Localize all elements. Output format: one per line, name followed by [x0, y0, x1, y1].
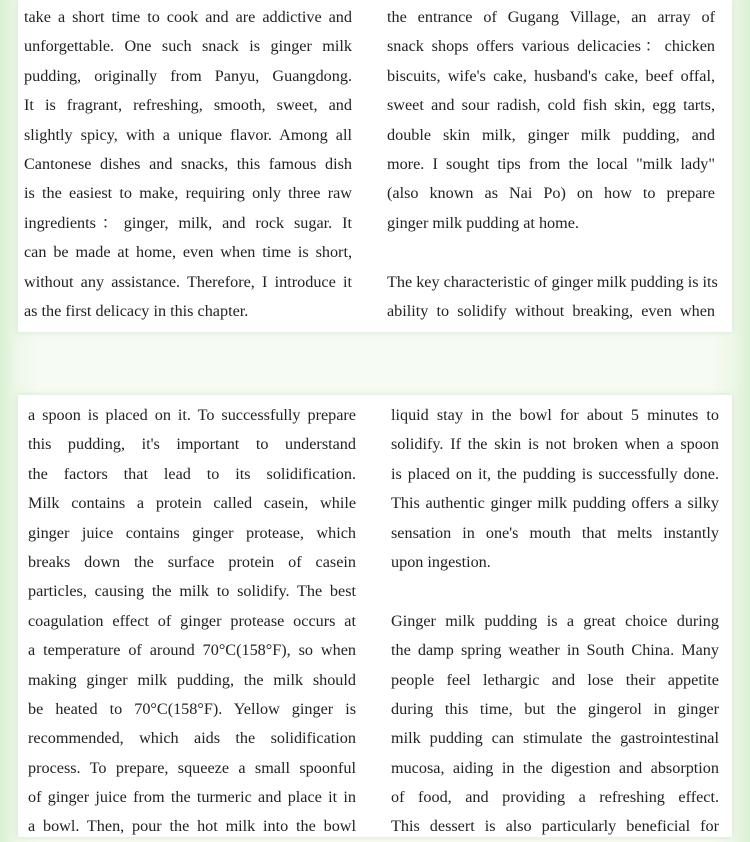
text-line: The key characteristic of ginger milk pudding is its	[387, 272, 718, 291]
paragraph	[391, 401, 719, 577]
text-line: the entrance of Gugang Village, an array of	[387, 8, 715, 26]
text-line: sweet and sour radish, cold fish skin, egg tarts,	[387, 96, 715, 115]
text-line: Milk contains a protein called casein, while	[28, 494, 356, 513]
text-line: snack shops offers various delicacies：chicken	[387, 37, 715, 56]
text-line: breaks down the surface protein of casein	[28, 552, 356, 571]
text-line: ginger juice contains ginger protease, which	[28, 523, 356, 542]
text-line: can be made at home, even when time is short,	[24, 243, 352, 262]
text-line: of food, and providing a refreshing effect.	[391, 788, 719, 807]
text-line: without any assistance. Therefore, I introduce it	[24, 272, 352, 291]
text-line: a bowl. Then, pour the hot milk into the bowl	[28, 817, 356, 836]
text-line: ingredients：ginger, milk, and rock sugar. It	[24, 213, 352, 232]
bottom-left-column	[28, 401, 356, 842]
text-line: of ginger juice from the turmeric and place it in	[28, 788, 356, 807]
text-line: a spoon is placed on it. To successfully prepare	[28, 406, 356, 424]
text-line: unforgettable. One such snack is ginger milk	[24, 37, 352, 56]
text-line: This dessert is also particularly beneficial for	[391, 817, 719, 836]
text-line: solidify. If the skin is not broken when a spoon	[391, 435, 719, 454]
text-line: milk pudding can stimulate the gastrointestinal	[391, 729, 719, 748]
paragraph-spacer	[387, 238, 715, 267]
text-line: this pudding, it's important to understand	[28, 435, 356, 454]
top-right-column	[387, 3, 718, 326]
top-left-column	[24, 3, 352, 326]
text-line: coagulation effect of ginger protease occurs at	[28, 611, 356, 630]
paragraph	[387, 3, 715, 238]
text-line: the damp spring weather in South China. Many	[391, 641, 719, 660]
text-line: process. To prepare, squeeze a small spoonful	[28, 758, 356, 777]
text-line: biscuits, wife's cake, husband's cake, beef offal,	[387, 66, 715, 85]
text-line: a temperature of around 70°C(158°F), so when	[28, 641, 356, 660]
text-line: as the first delicacy in this chapter.	[24, 301, 249, 320]
text-line: is the easiest to make, requiring only three raw	[24, 184, 352, 203]
text-line: (also known as Nai Po) on how to prepare	[387, 184, 715, 203]
bottom-text-panel	[18, 395, 732, 837]
text-line: be heated to 70°C(158°F). Yellow ginger is	[28, 699, 356, 718]
text-line: more. I sought tips from the local "milk lady"	[387, 154, 715, 173]
text-line: making ginger milk pudding, the milk should	[28, 670, 356, 689]
text-line: the factors that lead to its solidification.	[28, 464, 356, 483]
text-line: take a short time to cook and are addictive and	[24, 8, 352, 26]
text-line: ability to solidify without breaking, even when	[387, 301, 715, 320]
top-text-panel	[18, 0, 732, 332]
text-line: double skin milk, ginger milk pudding, and	[387, 125, 715, 144]
text-line: particles, causing the milk to solidify. The best	[28, 582, 356, 601]
paragraph	[24, 3, 352, 326]
text-line: It is fragrant, refreshing, smooth, sweet, and	[24, 96, 352, 115]
text-line: pudding, originally from Panyu, Guangdong.	[24, 66, 352, 85]
bottom-right-column	[391, 401, 719, 842]
text-line: ginger milk pudding at home.	[387, 213, 579, 232]
text-line: people feel lethargic and lose their appetite	[391, 670, 719, 689]
text-line: upon ingestion.	[391, 552, 491, 571]
text-line: during this time, but the gingerol in ginger	[391, 699, 719, 718]
text-line: sensation in one's mouth that melts instantly	[391, 523, 719, 542]
text-line: This authentic ginger milk pudding offers a silky	[391, 494, 719, 513]
text-line: recommended, which aids the solidification	[28, 729, 356, 748]
text-line: is placed on it, the pudding is successfully done.	[391, 464, 719, 483]
paragraph	[391, 607, 719, 842]
text-line: Ginger milk pudding is a great choice during	[391, 611, 719, 630]
text-line: Cantonese dishes and snacks, this famous dish	[24, 154, 352, 173]
paragraph	[387, 268, 718, 327]
text-line: slightly spicy, with a unique flavor. Among all	[24, 125, 352, 144]
text-line: liquid stay in the bowl for about 5 minutes to	[391, 406, 719, 424]
paragraph	[28, 401, 356, 842]
paragraph-spacer	[391, 577, 719, 606]
text-line: mucosa, aiding in the digestion and absorption	[391, 758, 719, 777]
